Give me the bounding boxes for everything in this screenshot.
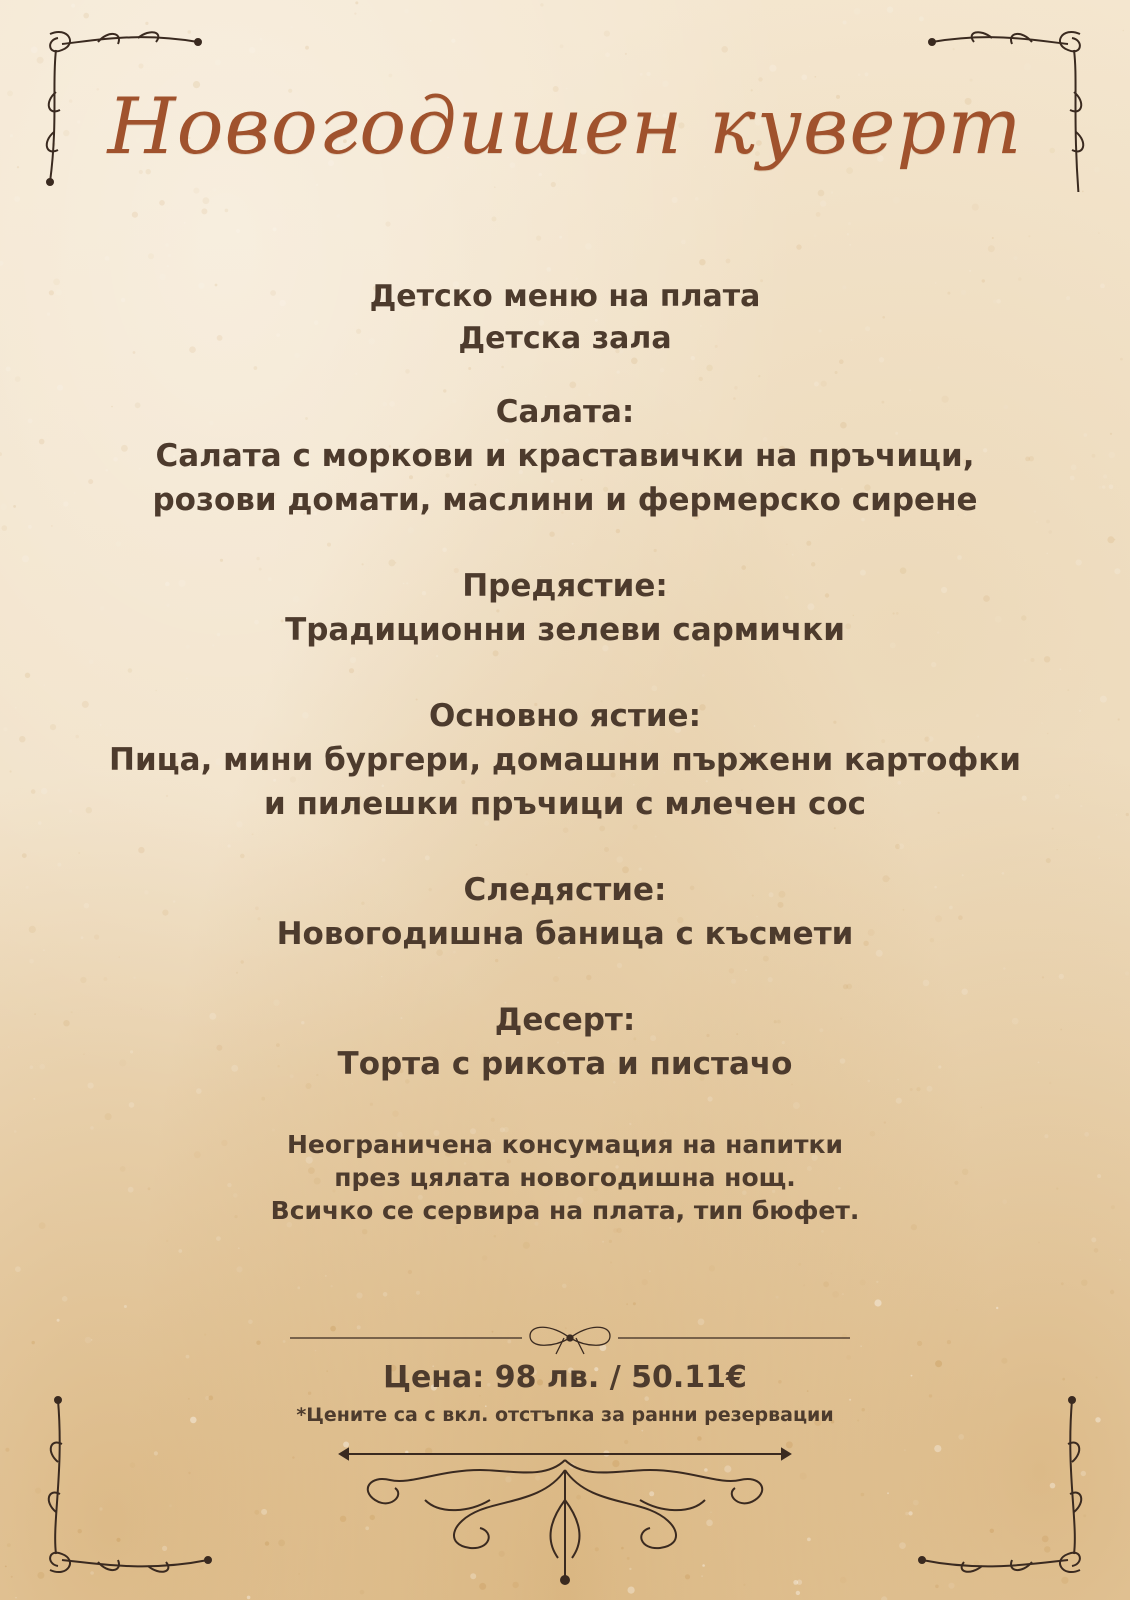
intro-line: Детско меню на плата xyxy=(369,279,761,314)
dish-line: Салата с моркови и краставички на пръчици, xyxy=(155,438,975,474)
notes-block xyxy=(60,1128,1070,1227)
note-line: Всичко се сервира на плата, тип бюфет. xyxy=(270,1196,860,1225)
note-line: през цялата новогодишна нощ. xyxy=(334,1163,796,1192)
menu-section-after xyxy=(60,868,1070,956)
corner-flourish-icon xyxy=(922,22,1092,192)
dish-line: розови домати, маслини и фермерско сирене xyxy=(152,482,978,518)
dish-line: Новогодишна баница с късмети xyxy=(276,916,854,952)
note-line: Неограничена консумация на напитки xyxy=(286,1130,844,1159)
scroll-ornament-icon xyxy=(330,1440,800,1590)
menu-section-dessert xyxy=(60,998,1070,1086)
page-title: Новогодишен куверт xyxy=(107,82,1023,172)
corner-flourish-icon xyxy=(38,22,208,192)
section-heading: Салата: xyxy=(495,394,635,430)
dish-line: и пилешки пръчици с млечен сос xyxy=(263,786,867,822)
menu-content xyxy=(60,276,1070,1227)
menu-section-main xyxy=(60,694,1070,826)
section-heading: Основно ястие: xyxy=(429,698,701,734)
section-heading: Предястие: xyxy=(462,568,668,604)
menu-section-salad xyxy=(60,390,1070,522)
dish-line: Пица, мини бургери, домашни пържени картофки xyxy=(109,742,1021,778)
section-heading: Следястие: xyxy=(463,872,667,908)
disclaimer-text: *Цените са с вкл. отстъпка за ранни резервации xyxy=(296,1404,834,1426)
dish-line: Торта с рикота и пистачо xyxy=(337,1046,793,1082)
price-label: Цена: 98 лв. / 50.11€ xyxy=(383,1360,747,1395)
section-heading: Десерт: xyxy=(494,1002,636,1038)
menu-section-starter xyxy=(60,564,1070,652)
corner-flourish-icon xyxy=(38,1392,218,1582)
dish-line: Традиционни зелеви сармички xyxy=(285,612,845,648)
bow-divider-icon xyxy=(290,1318,850,1358)
intro-line: Детска зала xyxy=(458,321,672,356)
corner-flourish-icon xyxy=(912,1392,1092,1582)
